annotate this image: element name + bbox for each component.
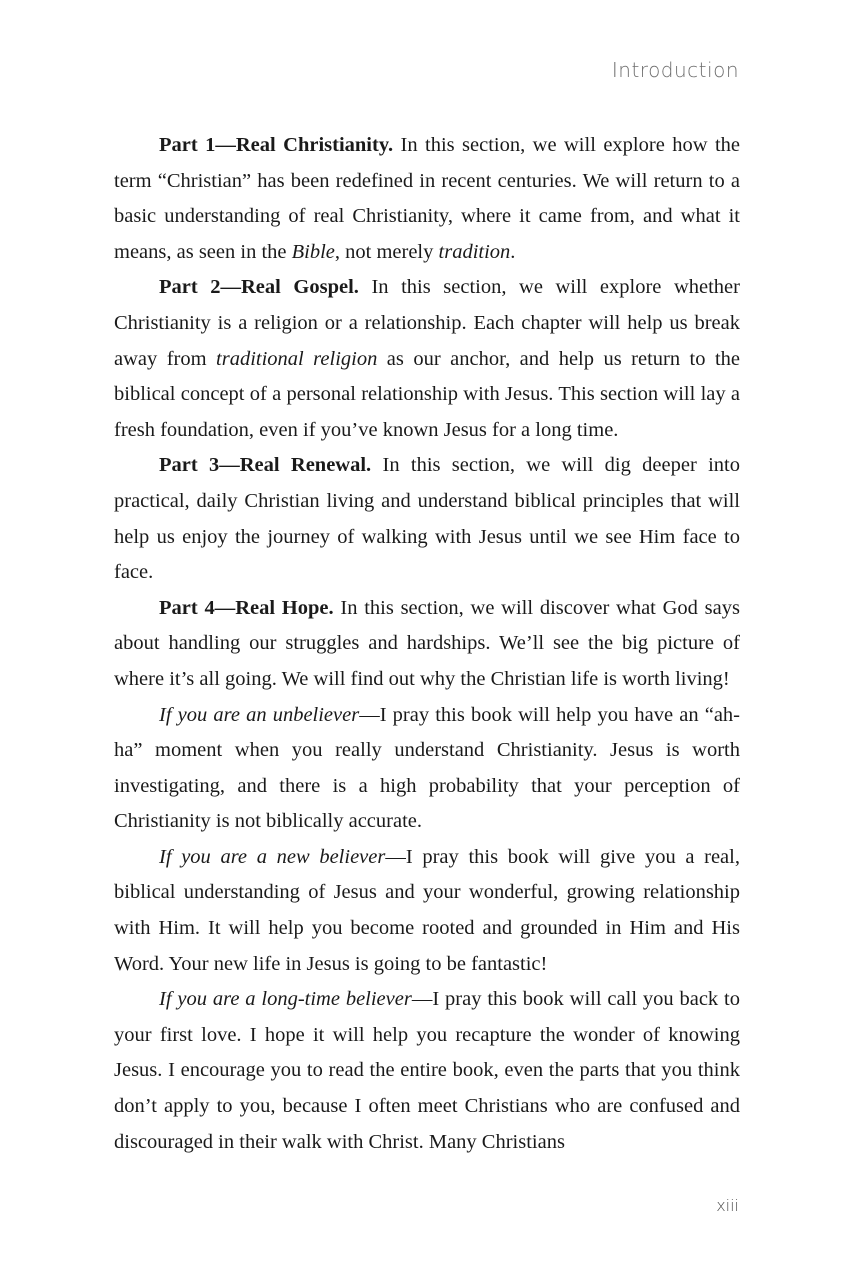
emphasis-text: traditional religion (216, 347, 378, 370)
emphasis-text: tradition (438, 240, 511, 263)
emphasis-text: Bible (291, 240, 335, 263)
running-head: Introduction (611, 58, 739, 82)
paragraph-text: —I pray this book will help you have an “ah-ha” moment when you really understand Christianity. Jesus is worth investigating, and there is a high probability that your perception of Christianity is not biblically accurate. (114, 703, 740, 833)
paragraph-text: In this section, we will explore whether Christianity is a religion or a relationship. Each chapter will help us break away from (114, 276, 740, 370)
paragraph-text: . (510, 240, 516, 263)
paragraph-part-4 (114, 591, 740, 698)
part-heading: Part 3—Real Renewal. (159, 454, 372, 477)
paragraph-unbeliever (114, 698, 740, 840)
part-heading: Part 4—Real Hope. (159, 596, 334, 619)
part-heading: Part 2—Real Gospel. (159, 276, 359, 299)
paragraph-text: In this section, we will discover what God says about handling our struggles and hardships. We’ll see the big picture of where it’s all going. We will find out why the Christian life is worth living! (114, 596, 740, 690)
emphasis-text: If you are an unbeliever (159, 703, 360, 726)
paragraph-part-2 (114, 270, 740, 448)
paragraph-text: In this section, we will explore how the term “Christian” has been redefined in recent centuries. We will return to a basic understanding of real Christianity, where it came from, and what it means, as seen in the (114, 134, 740, 263)
paragraph-text: —I pray this book will give you a real, biblical understanding of Jesus and your wonderful, growing relationship with Him. It will help you become rooted and grounded in Him and His Word. Your new life in Jesus is going to be fantastic! (114, 845, 740, 975)
paragraph-part-1 (114, 128, 740, 270)
paragraph-text: —I pray this book will call you back to your first love. I hope it will help you recapture the wonder of knowing Jesus. I encourage you to read the entire book, even the parts that you think don’t apply to you, because I often meet Christians who are confused and discouraged in their walk with Christ. Many Christians (114, 988, 740, 1153)
body-text (114, 128, 740, 1160)
paragraph-text: In this section, we will dig deeper into practical, daily Christian living and understand biblical principles that will help us enjoy the journey of walking with Jesus until we see Him face to face. (114, 454, 740, 584)
paragraph-long-time-believer (114, 982, 740, 1160)
part-heading: Part 1—Real Christianity. (159, 134, 394, 156)
emphasis-text: If you are a new believer (159, 845, 386, 868)
paragraph-new-believer (114, 840, 740, 982)
paragraph-text: as our anchor, and help us return to the biblical concept of a personal relationship with Jesus. This section will lay a fresh foundation, even if you’ve known Jesus for a long time. (114, 347, 740, 441)
emphasis-text: If you are a long-time believer (159, 988, 412, 1011)
paragraph-part-3 (114, 448, 740, 590)
paragraph-text: , not merely (334, 240, 439, 263)
page-number: xiii (716, 1196, 739, 1215)
